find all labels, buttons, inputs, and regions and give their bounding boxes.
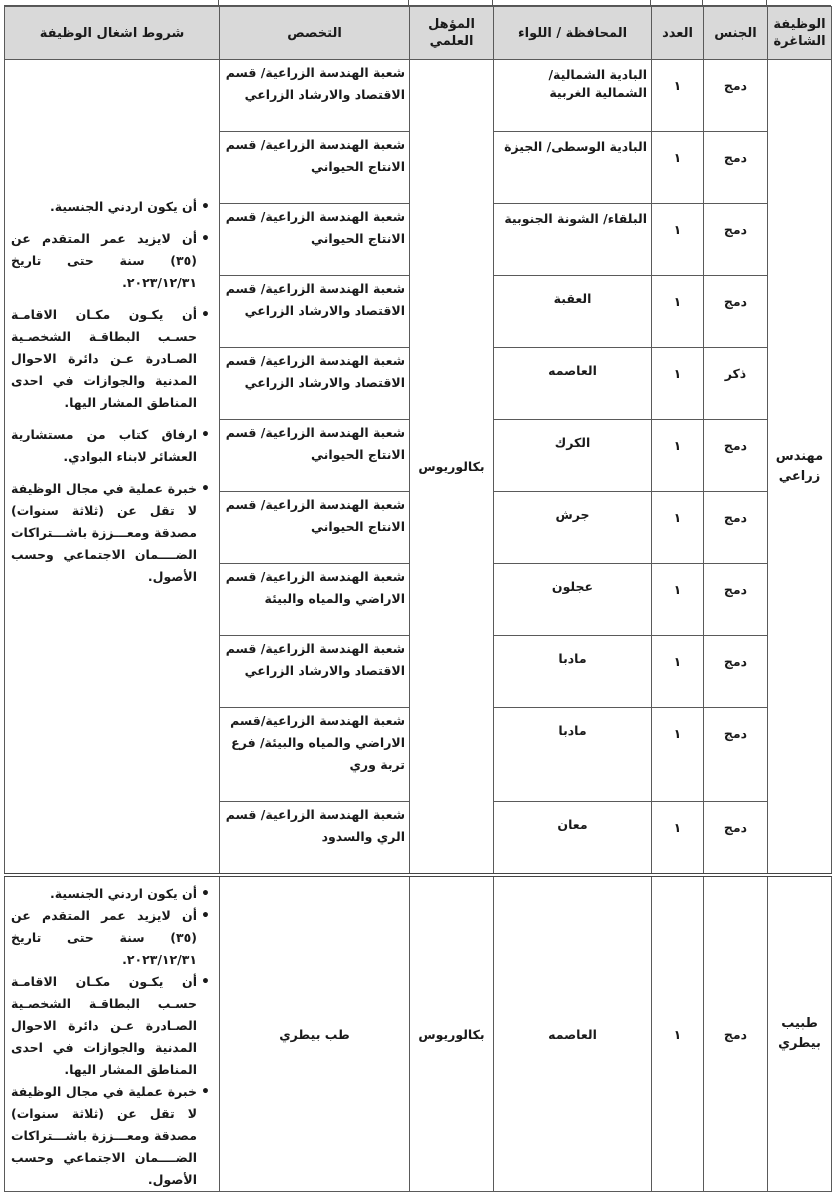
specialization-cell: شعبة الهندسة الزراعية/ قسم الانتاج الحيواني: [220, 492, 410, 564]
vacancies-table: [4, 6, 832, 1192]
governorate-cell: جرش: [494, 492, 652, 564]
header-governorate: المحافظة / اللواء: [494, 7, 652, 60]
count-cell: ١: [652, 636, 704, 708]
specialization-cell: شعبة الهندسة الزراعية/ قسم الاقتصاد والارشاد الزراعي: [220, 276, 410, 348]
governorate-cell: العاصمه: [494, 875, 652, 1192]
count-cell: ١: [652, 60, 704, 132]
governorate-cell: مادبا: [494, 636, 652, 708]
header-specialization: التخصص: [220, 7, 410, 60]
count-cell: ١: [652, 132, 704, 204]
gender-cell: دمج: [704, 276, 768, 348]
governorate-cell: العقبة: [494, 276, 652, 348]
gender-cell: ذكر: [704, 348, 768, 420]
gender-cell: دمج: [704, 204, 768, 276]
conditions-cell: [5, 875, 220, 1192]
gender-cell: دمج: [704, 492, 768, 564]
header-conditions: شروط اشغال الوظيفة: [5, 7, 220, 60]
specialization-cell: شعبة الهندسة الزراعية/قسم الاراضي والمياه والبيئة/ فرع تربة وري: [220, 708, 410, 802]
specialization-cell: شعبة الهندسة الزراعية/ قسم الاقتصاد والارشاد الزراعي: [220, 348, 410, 420]
specialization-cell: شعبة الهندسة الزراعية/ قسم الانتاج الحيواني: [220, 420, 410, 492]
governorate-cell: البادية الشمالية/الشمالية الغربية: [494, 60, 652, 132]
specialization-cell: طب بيطري: [220, 875, 410, 1192]
qualification-cell: بكالوريوس: [410, 875, 494, 1192]
specialization-cell: شعبة الهندسة الزراعية/ قسم الاقتصاد والارشاد الزراعي: [220, 636, 410, 708]
gender-cell: دمج: [704, 708, 768, 802]
count-cell: ١: [652, 564, 704, 636]
specialization-cell: شعبة الهندسة الزراعية/ قسم الانتاج الحيواني: [220, 204, 410, 276]
condition-item: • أن يكـون مكـان الاقامـة حسـب البطاقـة الشخصـية الصـادرة عـن دائرة الاحوال المدنية والجوازات في احدى المناطق المشار اليها.: [11, 304, 197, 414]
governorate-cell: معان: [494, 802, 652, 876]
gender-cell: دمج: [704, 60, 768, 132]
conditions-cell: [5, 60, 220, 876]
table-header-row: [5, 7, 832, 60]
gender-cell: دمج: [704, 802, 768, 876]
conditions-spacer: [11, 66, 211, 196]
count-cell: ١: [652, 708, 704, 802]
specialization-cell: شعبة الهندسة الزراعية/ قسم الاراضي والمياه والبيئة: [220, 564, 410, 636]
specialization-cell: شعبة الهندسة الزراعية/ قسم الاقتصاد والارشاد الزراعي: [220, 60, 410, 132]
condition-item: • أن لايزيد عمر المتقدم عن (٣٥) سنة حتى تاريخ ٢٠٢٣/١٢/٣١.: [11, 228, 197, 294]
governorate-cell: البلقاء/ الشونة الجنوبية: [494, 204, 652, 276]
governorate-cell: مادبا: [494, 708, 652, 802]
condition-item: • ارفاق كتاب من مستشارية العشائر لابناء البوادي.: [11, 424, 197, 468]
condition-item: • خبرة عملية في مجال الوظيفة لا تقل عن (ثلاثة سنوات) مصدقة ومعـــززة باشـــتراكات الضــــمان الاجتماعي وحسب الأصول.: [11, 478, 197, 588]
condition-item: • أن يكـون مكـان الاقامـة حسـب البطاقـة الشخصـية الصـادرة عـن دائرة الاحوال المدنية والجوازات في احدى المناطق المشار اليها.: [11, 971, 197, 1081]
count-cell: ١: [652, 420, 704, 492]
governorate-cell: البادية الوسطى/ الجيزة: [494, 132, 652, 204]
gender-cell: دمج: [704, 564, 768, 636]
header-gender: الجنس: [704, 7, 768, 60]
count-cell: ١: [652, 348, 704, 420]
job-vacancies-document: [4, 0, 831, 1187]
header-count: العدد: [652, 7, 704, 60]
gender-cell: دمج: [704, 636, 768, 708]
count-cell: ١: [652, 875, 704, 1192]
governorate-cell: الكرك: [494, 420, 652, 492]
qualification-cell: بكالوريوس: [410, 60, 494, 876]
specialization-cell: شعبة الهندسة الزراعية/ قسم الانتاج الحيواني: [220, 132, 410, 204]
conditions-list: [11, 883, 211, 1191]
table-row: [5, 60, 832, 132]
condition-item: • أن يكون اردني الجنسية.: [11, 883, 197, 905]
conditions-list: [11, 196, 211, 588]
count-cell: ١: [652, 802, 704, 876]
header-job: الوظيفة الشاغرة: [768, 7, 832, 60]
count-cell: ١: [652, 204, 704, 276]
governorate-cell: عجلون: [494, 564, 652, 636]
header-qualification: المؤهل العلمي: [410, 7, 494, 60]
gender-cell: دمج: [704, 420, 768, 492]
condition-item: • خبرة عملية في مجال الوظيفة لا تقل عن (ثلاثة سنوات) مصدقة ومعـــززة باشـــتراكات الضــــمان الاجتماعي وحسب الأصول.: [11, 1081, 197, 1191]
count-cell: ١: [652, 276, 704, 348]
gender-cell: دمج: [704, 875, 768, 1192]
count-cell: ١: [652, 492, 704, 564]
specialization-cell: شعبة الهندسة الزراعية/ قسم الري والسدود: [220, 802, 410, 876]
gender-cell: دمج: [704, 132, 768, 204]
condition-item: • أن لايزيد عمر المتقدم عن (٣٥) سنة حتى تاريخ ٢٠٢٣/١٢/٣١.: [11, 905, 197, 971]
job-title-cell: طبيب بيطري: [768, 875, 832, 1192]
governorate-cell: العاصمه: [494, 348, 652, 420]
condition-item: • أن يكون اردني الجنسية.: [11, 196, 197, 218]
table-row: [5, 875, 832, 1192]
job-title-cell: مهندس زراعي: [768, 60, 832, 876]
